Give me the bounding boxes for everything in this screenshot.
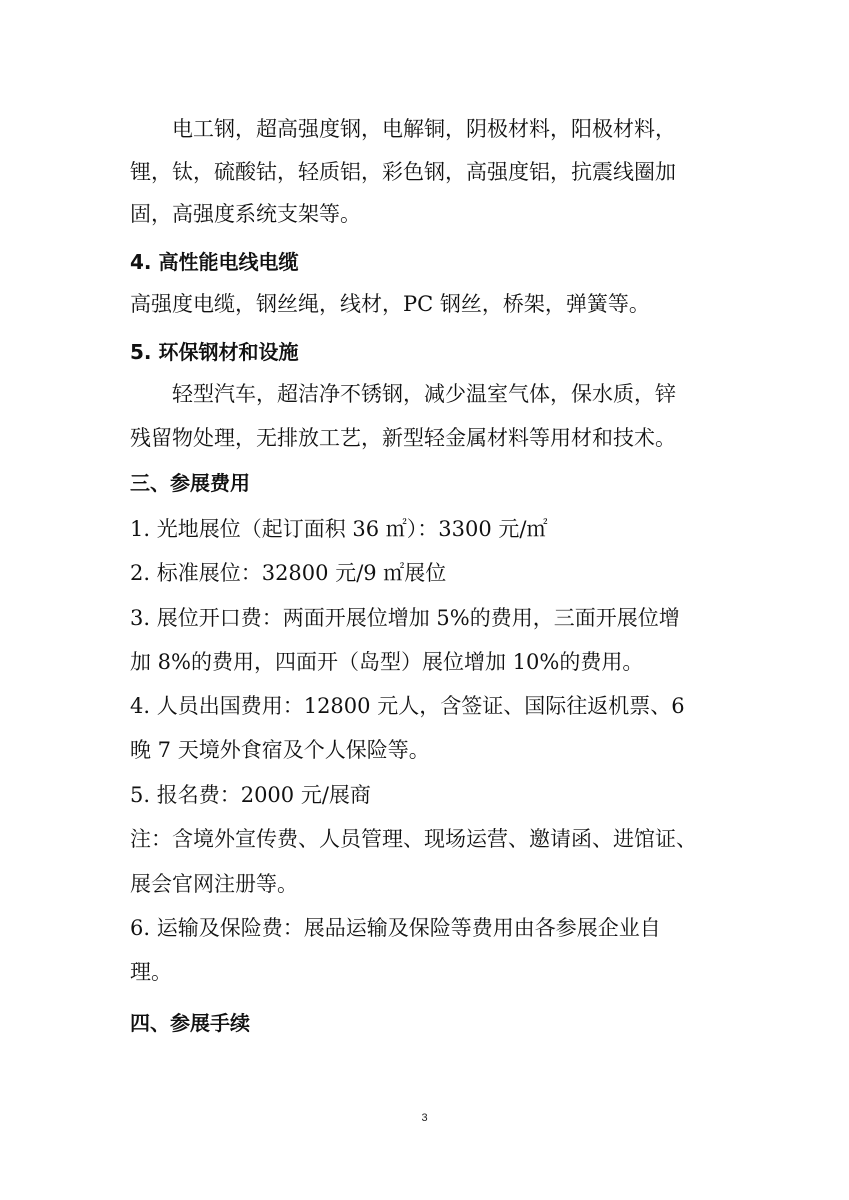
section-heading: 三、参展费用 <box>130 471 250 495</box>
list-item-continued: 理。 <box>130 960 172 984</box>
note-line: 展会官网注册等。 <box>130 872 298 896</box>
page-number: 3 <box>421 1112 428 1124</box>
list-item: 4. 人员出国费用：12800 元人，含签证、国际往返机票、6 <box>130 694 685 718</box>
list-item: 5. 报名费：2000 元/展商 <box>130 783 371 807</box>
paragraph-line: 锂，钛，硫酸钴，轻质铝，彩色钢，高强度铝，抗震线圈加 <box>130 160 676 184</box>
paragraph-line: 电工钢，超高强度钢，电解铜，阴极材料，阳极材料， <box>172 117 676 141</box>
list-item-continued: 加 8%的费用，四面开（岛型）展位增加 10%的费用。 <box>130 650 644 674</box>
paragraph-line: 轻型汽车，超洁净不锈钢，减少温室气体，保水质，锌 <box>172 382 676 406</box>
paragraph-line: 固，高强度系统支架等。 <box>130 202 361 226</box>
section-heading: 4. 高性能电线电缆 <box>130 250 299 274</box>
section-heading: 5. 环保钢材和设施 <box>130 340 299 364</box>
list-item: 1. 光地展位（起订面积 36 ㎡）：3300 元/㎡ <box>130 517 548 541</box>
section-heading: 四、参展手续 <box>130 1011 250 1035</box>
list-item: 6. 运输及保险费：展品运输及保险等费用由各参展企业自 <box>130 916 661 940</box>
list-item: 2. 标准展位：32800 元/9 ㎡展位 <box>130 561 447 585</box>
paragraph-line: 高强度电缆，钢丝绳，线材，PC 钢丝，桥架，弹簧等。 <box>130 292 650 316</box>
note-line: 注：含境外宣传费、人员管理、现场运营、邀请函、进馆证、 <box>130 827 697 851</box>
list-item: 3. 展位开口费：两面开展位增加 5%的费用，三面开展位增 <box>130 606 680 630</box>
paragraph-line: 残留物处理，无排放工艺，新型轻金属材料等用材和技术。 <box>130 426 676 450</box>
list-item-continued: 晚 7 天境外食宿及个人保险等。 <box>130 738 430 762</box>
